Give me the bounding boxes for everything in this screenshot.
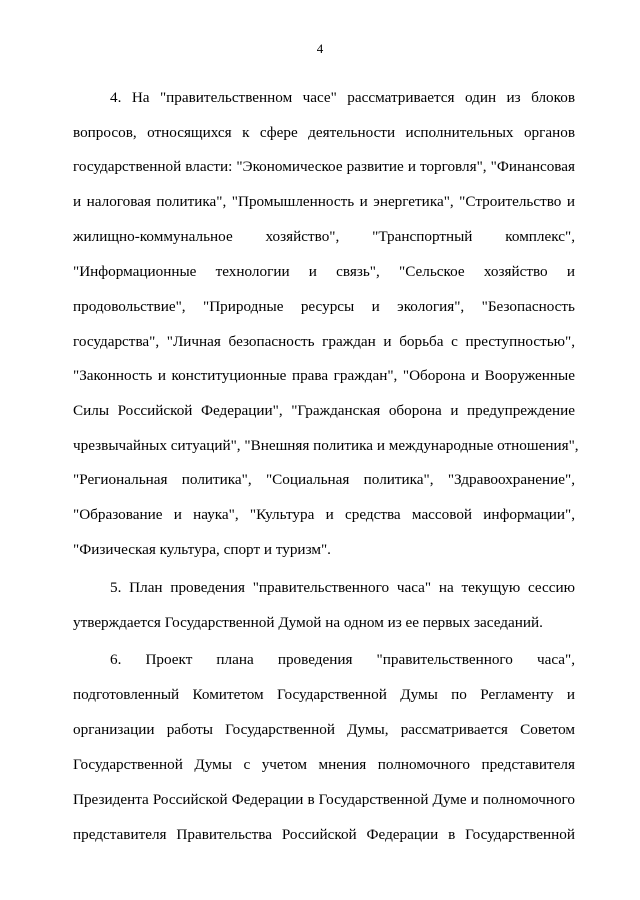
text-line: организации работы Государственной Думы, рассматривается Советом bbox=[73, 721, 575, 738]
text-line: "Физическая культура, спорт и туризм". bbox=[73, 541, 331, 558]
text-line: государственной власти: "Экономическое развитие и торговля", "Финансовая bbox=[73, 158, 575, 175]
text-line: вопросов, относящихся к сфере деятельности исполнительных органов bbox=[73, 124, 575, 141]
text-line: 5. План проведения "правительственного часа" на текущую сессию bbox=[110, 579, 575, 596]
text-line: "Региональная политика", "Социальная политика", "Здравоохранение", bbox=[73, 471, 575, 488]
text-line: Президента Российской Федерации в Государственной Думе и полномочного bbox=[73, 791, 575, 808]
text-line: подготовленный Комитетом Государственной Думы по Регламенту и bbox=[73, 686, 575, 703]
page-number: 4 bbox=[316, 41, 324, 56]
text-line: 4. На "правительственном часе" рассматривается один из блоков bbox=[110, 89, 575, 106]
text-line: Государственной Думы с учетом мнения полномочного представителя bbox=[73, 756, 575, 773]
text-line: "Законность и конституционные права граждан", "Оборона и Вооруженные bbox=[73, 367, 575, 384]
text-line: Силы Российской Федерации", "Гражданская оборона и предупреждение bbox=[73, 402, 575, 419]
text-line: "Информационные технологии и связь", "Сельское хозяйство и bbox=[73, 263, 575, 280]
text-line: "Образование и наука", "Культура и средства массовой информации", bbox=[73, 506, 575, 523]
text-line: и налоговая политика", "Промышленность и энергетика", "Строительство и bbox=[73, 193, 575, 210]
text-line: государства", "Личная безопасность граждан и борьба с преступностью", bbox=[73, 333, 575, 350]
text-line: продовольствие", "Природные ресурсы и экология", "Безопасность bbox=[73, 298, 575, 315]
text-line: 6. Проект плана проведения "правительственного часа", bbox=[110, 651, 575, 668]
text-line: чрезвычайных ситуаций", "Внешняя политика и международные отношения", bbox=[73, 437, 579, 454]
text-line: представителя Правительства Российской Федерации в Государственной bbox=[73, 826, 575, 843]
text-line: утверждается Государственной Думой на одном из ее первых заседаний. bbox=[73, 614, 543, 631]
text-line: жилищно-коммунальное хозяйство", "Транспортный комплекс", bbox=[73, 228, 575, 245]
